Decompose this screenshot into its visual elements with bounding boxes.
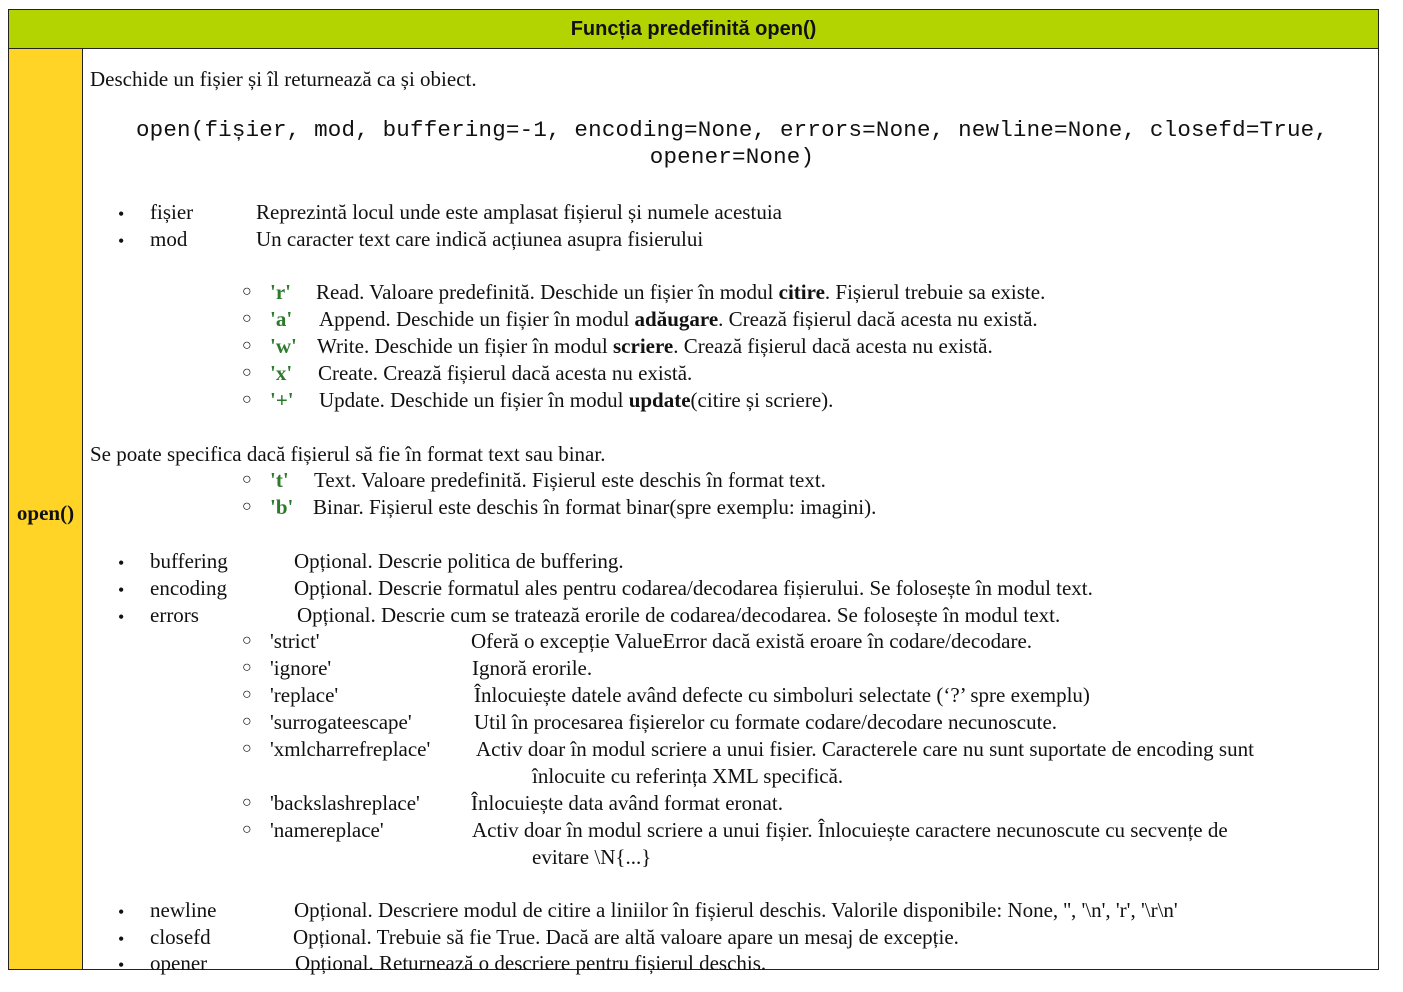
mode-code: '+' <box>270 388 294 412</box>
error-mode-name: 'backslashreplace' <box>270 791 420 815</box>
content-cell <box>84 49 1378 975</box>
param-desc: Opțional. Descrie politica de buffering. <box>294 549 624 573</box>
error-mode-desc: Înlocuiește data având format eronat. <box>471 791 783 815</box>
error-mode-name: 'namereplace' <box>270 818 384 842</box>
param-desc: Un caracter text care indică acțiunea asupra fisierului <box>256 227 704 251</box>
error-mode-desc: Activ doar în modul scriere a unui fisier. Caracterele care nu sunt suportate de encoding sunt <box>476 737 1254 761</box>
circle-bullet-icon: ○ <box>242 713 252 730</box>
bullet-icon: • <box>118 607 125 627</box>
bullet-icon: • <box>118 204 125 224</box>
error-mode-desc-cont: evitare \N{...} <box>532 845 652 869</box>
table-header <box>9 10 1378 49</box>
mode-desc: Write. Deschide un fișier în modul scriere. Crează fișierul dacă acesta nu există. <box>317 334 993 358</box>
circle-bullet-icon: ○ <box>242 740 252 757</box>
circle-bullet-icon: ○ <box>242 686 252 703</box>
param-desc: Reprezintă locul unde este amplasat fișierul și numele acestuia <box>256 200 782 224</box>
bullet-icon: • <box>118 955 125 975</box>
signature-line-1: open(fișier, mod, buffering=-1, encoding=None, errors=None, newline=None, closefd=True, <box>135 117 1329 143</box>
param-name: encoding <box>150 576 227 600</box>
error-mode-desc: Ignoră erorile. <box>472 656 593 680</box>
circle-bullet-icon: ○ <box>242 283 252 300</box>
bullet-icon: • <box>118 902 125 922</box>
error-mode-name: 'strict' <box>270 629 320 653</box>
bullet-icon: • <box>118 929 125 949</box>
mode-code: 'a' <box>270 307 293 331</box>
format-intro: Se poate specifica dacă fișierul să fie în format text sau binar. <box>90 442 606 466</box>
circle-bullet-icon: ○ <box>242 794 252 811</box>
mode-code: 'r' <box>270 280 291 304</box>
error-mode-name: 'ignore' <box>270 656 332 680</box>
circle-bullet-icon: ○ <box>242 821 252 838</box>
circle-bullet-icon: ○ <box>242 364 252 381</box>
error-mode-name: 'xmlcharrefreplace' <box>270 737 431 761</box>
error-mode-desc: Util în procesarea fișierelor cu formate codare/decodare necunoscute. <box>474 710 1058 734</box>
param-name: fișier <box>150 200 194 224</box>
side-label: open() <box>16 500 75 525</box>
error-mode-name: 'surrogateescape' <box>270 710 412 734</box>
circle-bullet-icon: ○ <box>242 471 252 488</box>
mode-code: 'w' <box>270 334 297 358</box>
param-desc: Opțional. Descrie formatul ales pentru codarea/decodarea fișierului. Se folosește în modul text. <box>294 576 1093 600</box>
bullet-icon: • <box>118 231 125 251</box>
mode-desc: Create. Crează fișierul dacă acesta nu există. <box>318 361 693 385</box>
mode-desc: Read. Valoare predefinită. Deschide un fișier în modul citire. Fișierul trebuie sa existe. <box>316 280 1046 304</box>
circle-bullet-icon: ○ <box>242 632 252 649</box>
mode-desc: Update. Deschide un fișier în modul update(citire și scriere). <box>319 388 834 412</box>
param-desc: Opțional. Trebuie să fie True. Dacă are altă valoare apare un mesaj de excepție. <box>293 925 959 949</box>
error-mode-desc: Înlocuiește datele având defecte cu simboluri selectate (‘?’ spre exemplu) <box>474 683 1090 707</box>
mode-code: 'x' <box>270 361 293 385</box>
param-desc: Opțional. Descrie cum se tratează erorile de codarea/decodarea. Se folosește în modul text. <box>297 603 1061 627</box>
mode-desc: Append. Deschide un fișier în modul adăugare. Crează fișierul dacă acesta nu există. <box>319 307 1038 331</box>
circle-bullet-icon: ○ <box>242 498 252 515</box>
side-cell <box>9 49 83 969</box>
intro-text: Deschide un fișier și îl returnează ca și obiect. <box>90 67 477 91</box>
circle-bullet-icon: ○ <box>242 659 252 676</box>
param-name: opener <box>150 951 208 975</box>
param-name: mod <box>150 227 188 251</box>
param-name: buffering <box>150 549 228 573</box>
error-mode-desc: Activ doar în modul scriere a unui fișier. Înlocuiește caractere necunoscute cu secvențe de <box>472 818 1228 842</box>
function-table <box>8 9 1379 975</box>
format-code: 't' <box>270 468 289 492</box>
circle-bullet-icon: ○ <box>242 391 252 408</box>
param-name: errors <box>150 603 199 627</box>
bullet-icon: • <box>118 580 125 600</box>
param-name: closefd <box>150 925 211 949</box>
circle-bullet-icon: ○ <box>242 310 252 327</box>
signature-line-2: opener=None) <box>649 144 815 170</box>
bullet-icon: • <box>118 553 125 573</box>
error-mode-name: 'replace' <box>270 683 339 707</box>
param-name: newline <box>150 898 217 922</box>
param-desc: Opțional. Descriere modul de citire a liniilor în fișierul deschis. Valorile disponibile: None, '', '\n', 'r', '\r\n' <box>294 898 1178 922</box>
format-desc: Text. Valoare predefinită. Fișierul este deschis în format text. <box>314 468 826 492</box>
table-title: Funcția predefinită open() <box>570 17 817 40</box>
circle-bullet-icon: ○ <box>242 337 252 354</box>
param-desc: Opțional. Returnează o descriere pentru fișierul deschis. <box>295 951 767 975</box>
format-desc: Binar. Fișierul este deschis în format binar(spre exemplu: imagini). <box>313 495 877 519</box>
error-mode-desc-cont: înlocuite cu referința XML specifică. <box>532 764 844 788</box>
error-mode-desc: Oferă o excepție ValueError dacă există eroare în codare/decodare. <box>471 629 1033 653</box>
format-code: 'b' <box>270 495 294 519</box>
